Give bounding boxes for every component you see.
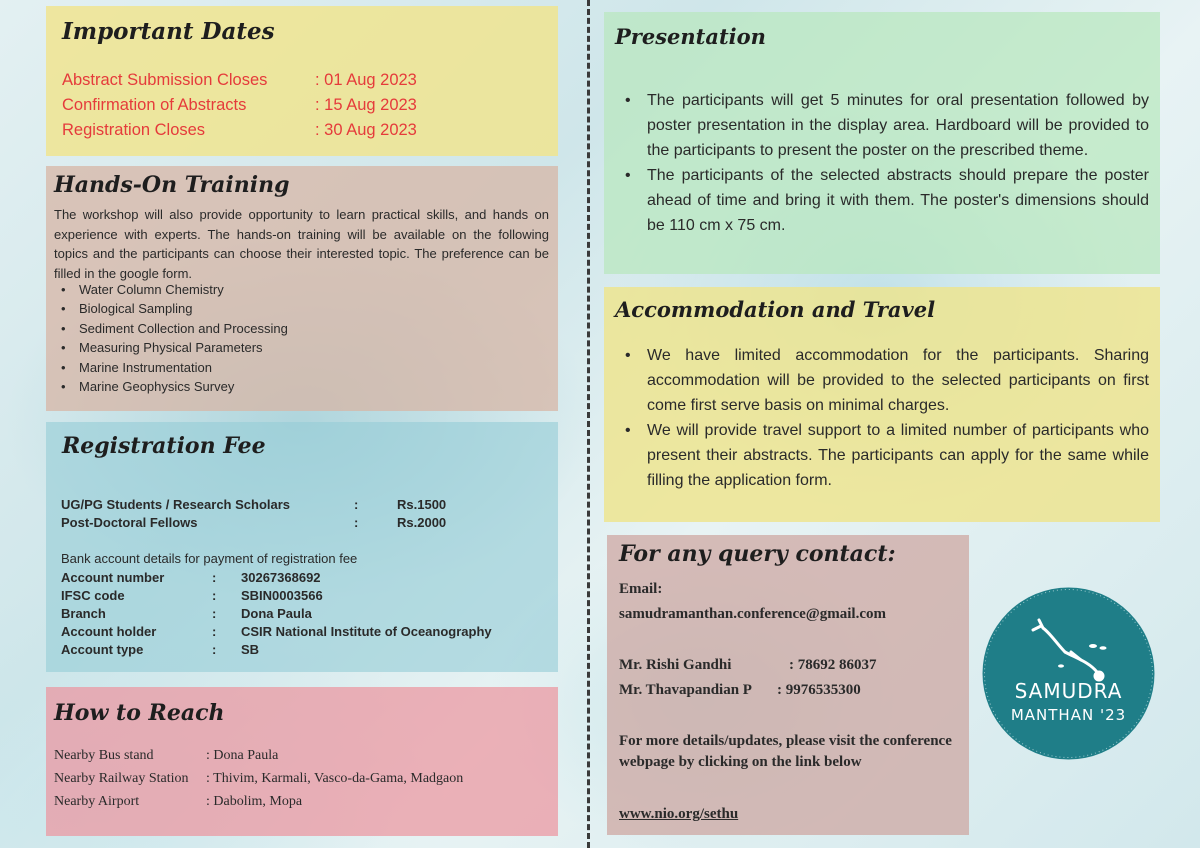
email-label: Email: bbox=[619, 581, 663, 597]
list-item: • Marine Geophysics Survey bbox=[79, 377, 288, 396]
list-item: • Measuring Physical Parameters bbox=[79, 338, 288, 357]
important-dates-panel bbox=[46, 6, 558, 156]
list-item: • Marine Instrumentation bbox=[79, 358, 288, 377]
bank-row bbox=[61, 642, 260, 657]
bank-row bbox=[61, 624, 492, 639]
list-item: • We will provide travel support to a limited number of participants who present their abstracts. The participants can apply for the same while filling the application form. bbox=[647, 418, 1149, 493]
list-item: • Sediment Collection and Processing bbox=[79, 319, 288, 338]
bank-row bbox=[61, 606, 312, 621]
how-to-reach-panel bbox=[46, 687, 558, 836]
fold-divider bbox=[587, 0, 590, 848]
bank-value: Dona Paula bbox=[241, 606, 312, 621]
fee-row bbox=[61, 515, 447, 530]
bank-label: Account type bbox=[61, 642, 144, 657]
presentation-title: Presentation bbox=[615, 24, 766, 49]
contact-name: Mr. Rishi Gandhi bbox=[619, 657, 732, 673]
reach-row bbox=[54, 748, 279, 764]
fee-sep: : bbox=[354, 497, 359, 512]
accommodation-panel bbox=[604, 287, 1160, 522]
samudra-manthan-logo bbox=[981, 586, 1156, 761]
accommodation-list bbox=[647, 343, 1149, 493]
bank-sep: : bbox=[212, 606, 217, 621]
fee-sep: : bbox=[354, 515, 359, 530]
fee-category: UG/PG Students / Research Scholars bbox=[61, 497, 291, 512]
contact-phone: : 9976535300 bbox=[777, 682, 861, 698]
date-label: Registration Closes bbox=[62, 121, 206, 139]
bank-sep: : bbox=[212, 624, 217, 639]
bank-sep: : bbox=[212, 588, 217, 603]
topic-list bbox=[79, 280, 288, 396]
registration-fee-panel bbox=[46, 422, 558, 672]
fee-amount: Rs.1500 bbox=[397, 497, 447, 512]
bank-row bbox=[61, 570, 321, 585]
date-row bbox=[62, 71, 417, 90]
bank-value: SBIN0003566 bbox=[241, 588, 323, 603]
fee-amount: Rs.2000 bbox=[397, 515, 447, 530]
how-to-reach-title: How to Reach bbox=[54, 700, 225, 726]
bank-value: CSIR National Institute of Oceanography bbox=[241, 624, 492, 639]
date-label: Confirmation of Abstracts bbox=[62, 96, 247, 114]
reach-value: : Dabolim, Mopa bbox=[206, 794, 303, 809]
fee-category: Post-Doctoral Fellows bbox=[61, 515, 198, 530]
date-row bbox=[62, 96, 417, 115]
bank-label: Branch bbox=[61, 606, 106, 621]
date-value: : 30 Aug 2023 bbox=[315, 121, 417, 139]
bank-sep: : bbox=[212, 642, 217, 657]
presentation-panel bbox=[604, 12, 1160, 274]
hands-on-title: Hands-On Training bbox=[54, 172, 290, 198]
contact-person bbox=[619, 657, 877, 674]
accommodation-title: Accommodation and Travel bbox=[615, 297, 936, 322]
bank-details-title: Bank account details for payment of registration fee bbox=[61, 551, 358, 566]
logo-line1: SAMUDRA bbox=[1014, 679, 1123, 703]
bank-row bbox=[61, 588, 323, 603]
contact-title: For any query contact: bbox=[619, 541, 896, 567]
logo-line2: MANTHAN '23 bbox=[1010, 706, 1127, 724]
registration-fee-title: Registration Fee bbox=[62, 433, 266, 459]
reach-row bbox=[54, 771, 464, 787]
date-row bbox=[62, 121, 417, 140]
list-item: • We have limited accommodation for the participants. Sharing accommodation will be provided to the selected participants on first come first serve basis on minimal charges. bbox=[647, 343, 1149, 418]
more-details-text: For more details/updates, please visit the conference webpage by clicking on the link below bbox=[619, 733, 952, 770]
bank-value: SB bbox=[241, 642, 260, 657]
contact-panel bbox=[607, 535, 969, 835]
bank-value: 30267368692 bbox=[241, 570, 321, 585]
reach-value: : Dona Paula bbox=[206, 748, 279, 763]
date-label: Abstract Submission Closes bbox=[62, 71, 268, 89]
reach-label: Nearby Bus stand bbox=[54, 748, 154, 763]
contact-name: Mr. Thavapandian P bbox=[619, 682, 752, 698]
email-address[interactable]: samudramanthan.conference@gmail.com bbox=[619, 606, 886, 622]
conference-webpage-link[interactable]: www.nio.org/sethu bbox=[619, 806, 739, 822]
bank-label: IFSC code bbox=[61, 588, 125, 603]
hands-on-training-panel bbox=[46, 166, 558, 411]
contact-person bbox=[619, 682, 861, 699]
logo-circle bbox=[983, 588, 1155, 760]
fee-row bbox=[61, 497, 447, 512]
list-item: • Biological Sampling bbox=[79, 299, 288, 318]
reach-label: Nearby Airport bbox=[54, 794, 140, 809]
date-value: : 15 Aug 2023 bbox=[315, 96, 417, 114]
list-item: • Water Column Chemistry bbox=[79, 280, 288, 299]
hands-on-description: The workshop will also provide opportunity to learn practical skills, and hands on experience with experts. The hands-on training will be available on the following topics and the participants can choose their interested topic. The preference can be filled in the google form. bbox=[54, 207, 549, 281]
reach-row bbox=[54, 794, 303, 810]
date-value: : 01 Aug 2023 bbox=[315, 71, 417, 89]
reach-value: : Thivim, Karmali, Vasco-da-Gama, Madgaon bbox=[206, 771, 464, 786]
contact-phone: : 78692 86037 bbox=[789, 657, 877, 673]
bank-label: Account holder bbox=[61, 624, 157, 639]
reach-label: Nearby Railway Station bbox=[54, 771, 189, 786]
bank-sep: : bbox=[212, 570, 217, 585]
bank-label: Account number bbox=[61, 570, 165, 585]
important-dates-title: Important Dates bbox=[62, 18, 275, 45]
list-item: • The participants will get 5 minutes for oral presentation followed by poster presentation in the display area. Hardboard will be provided to the participants to present the poster on the prescribed theme. bbox=[647, 88, 1149, 163]
logo-badge bbox=[981, 586, 1156, 761]
presentation-list bbox=[647, 88, 1149, 238]
list-item: • The participants of the selected abstracts should prepare the poster ahead of time and bring it with them. The poster's dimensions should be 110 cm x 75 cm. bbox=[647, 163, 1149, 238]
